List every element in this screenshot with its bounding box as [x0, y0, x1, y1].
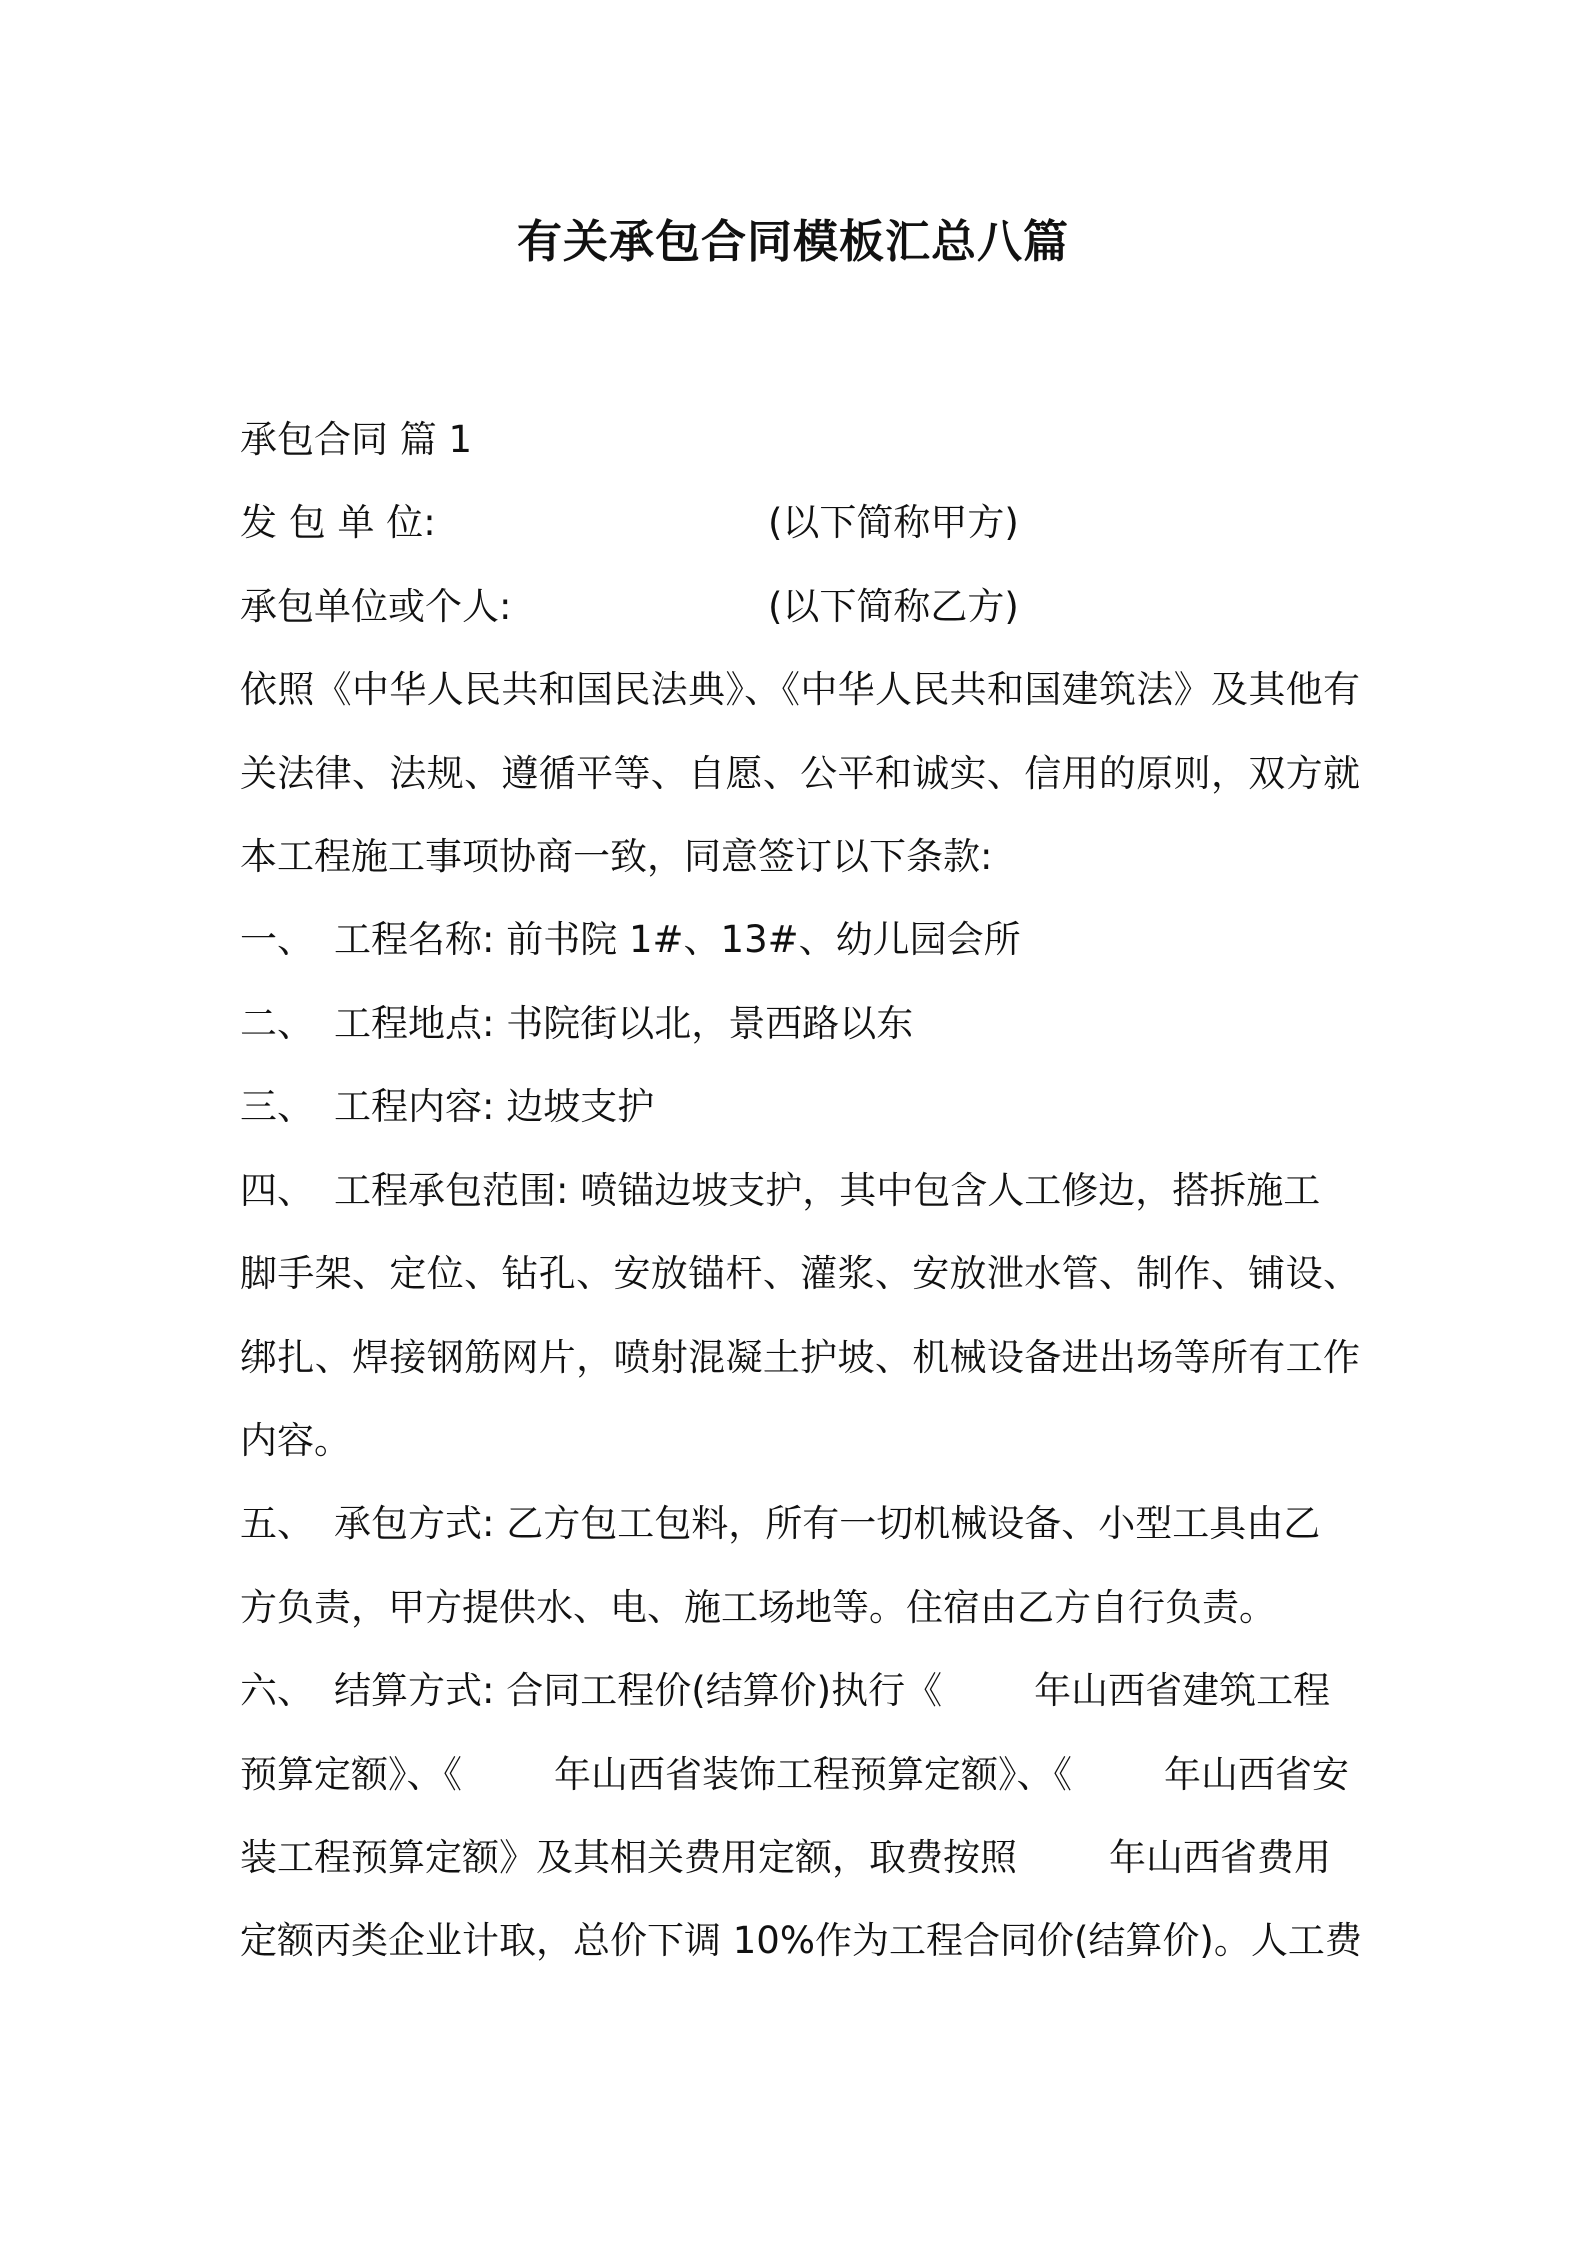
clause-1	[240, 914, 1360, 966]
document-title: 有关承包合同模板汇总八篇	[516, 215, 1069, 268]
clause-text: 年山西省装饰工程预算定额》、《	[554, 1753, 1072, 1796]
clause-6-line	[240, 1832, 1360, 1884]
clause-2	[240, 998, 1360, 1050]
clause-text: 预算定额》、《	[240, 1753, 462, 1796]
clause-number: 一、	[240, 918, 314, 961]
clause-4-line: 绑扎、焊接钢筋网片，喷射混凝土护坡、机械设备进出场等所有工作	[240, 1336, 1360, 1379]
clause-text: 承包方式: 乙方包工包料，所有一切机械设备、小型工具由乙	[334, 1502, 1321, 1545]
section-heading: 承包合同 篇 1	[240, 418, 473, 461]
clause-text: 工程承包范围: 喷锚边坡支护，其中包含人工修边，搭拆施工	[334, 1169, 1321, 1212]
clause-6	[240, 1665, 1360, 1717]
clause-text: 年山西省建筑工程	[1034, 1669, 1331, 1712]
clause-text: 工程地点: 书院街以北，景西路以东	[334, 1002, 914, 1045]
issuer-label: 发 包 单 位:	[240, 501, 436, 544]
clause-text: 装工程预算定额》及其相关费用定额，取费按照	[240, 1836, 1017, 1879]
clause-number: 二、	[240, 1002, 314, 1045]
clause-number: 三、	[240, 1085, 314, 1128]
contractor-label: 承包单位或个人:	[240, 585, 512, 628]
clause-5	[240, 1498, 1360, 1550]
clause-4-line: 脚手架、定位、钻孔、安放锚杆、灌浆、安放泄水管、制作、铺设、	[240, 1252, 1360, 1295]
clause-number: 五、	[240, 1502, 314, 1545]
intro-line: 依照《中华人民共和国民法典》、《中华人民共和国建筑法》及其他有	[240, 668, 1360, 711]
clause-6-line: 定额丙类企业计取，总价下调 10%作为工程合同价(结算价)。人工费	[240, 1919, 1362, 1962]
clause-5-line: 方负责，甲方提供水、电、施工场地等。住宿由乙方自行负责。	[240, 1586, 1276, 1629]
clause-text: 年山西省费用	[1109, 1836, 1331, 1879]
clause-6-line	[240, 1749, 1360, 1801]
clause-4	[240, 1165, 1360, 1217]
clause-3	[240, 1081, 1360, 1133]
clause-text: 工程名称: 前书院 1#、13#、幼儿园会所	[334, 918, 1021, 961]
intro-line: 本工程施工事项协商一致，同意签订以下条款:	[240, 835, 993, 878]
contractor-note: (以下简称乙方)	[768, 585, 1019, 628]
clause-text: 结算方式: 合同工程价(结算价)执行《	[334, 1669, 943, 1712]
clause-number: 四、	[240, 1169, 314, 1212]
clause-text: 年山西省安	[1164, 1753, 1349, 1796]
issuer-note: (以下简称甲方)	[768, 501, 1019, 544]
intro-line: 关法律、法规、遵循平等、自愿、公平和诚实、信用的原则，双方就	[240, 752, 1360, 795]
clause-text: 工程内容: 边坡支护	[334, 1085, 655, 1128]
clause-4-line: 内容。	[240, 1419, 351, 1462]
clause-number: 六、	[240, 1669, 314, 1712]
